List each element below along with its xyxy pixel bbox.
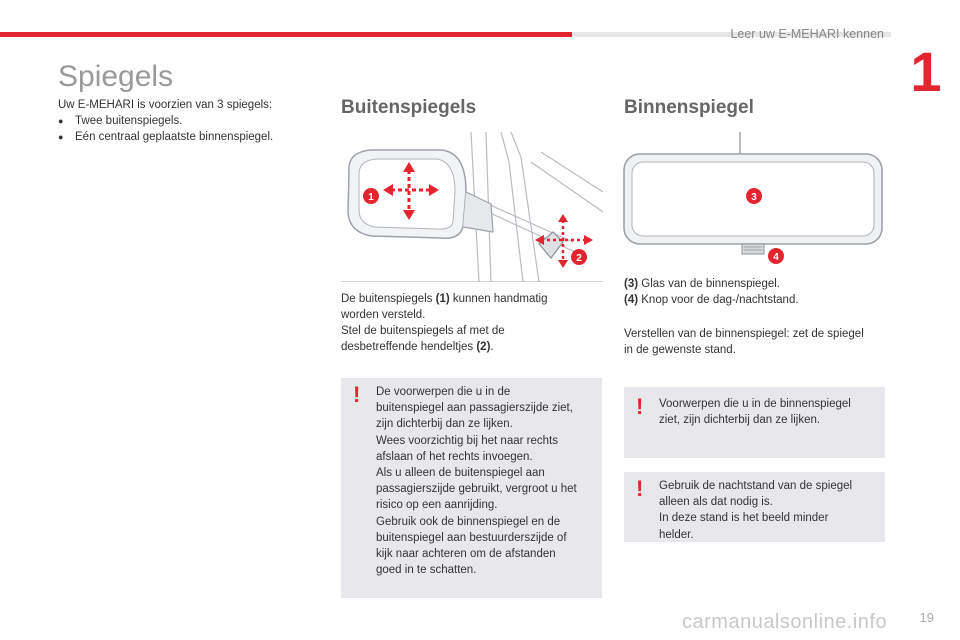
section-title-outer-mirrors: Buitenspiegels — [341, 97, 477, 118]
section-title-inner-mirror: Binnenspiegel — [624, 97, 754, 118]
page-number: 19 — [919, 610, 934, 625]
callout-1-label: 1 — [368, 192, 374, 203]
warning-text — [659, 478, 881, 543]
legend-item: (3) Glas van de binnenspiegel. — [624, 278, 780, 290]
intro-text — [58, 97, 308, 145]
warning-line: In deze stand is het beeld minder — [659, 512, 829, 525]
inner-mirror-warning-box-1 — [624, 387, 885, 458]
list-item: ● Eén centraal geplaatste binnenspiegel. — [58, 129, 308, 145]
outer-mirror-warning-box — [341, 378, 602, 598]
warning-line: helder. — [659, 528, 694, 541]
warning-line: buitenspiegel aan bestuurderszijde of — [376, 531, 567, 544]
outer-mirror-illustration — [341, 132, 603, 282]
callout-3-label: 3 — [751, 192, 757, 203]
warning-line: Wees voorzichtig bij het naar rechts — [376, 434, 558, 447]
text-line: Verstellen van de binnenspiegel: zet de spiegel — [624, 328, 864, 340]
text-line: desbetreffende hendeltjes (2). — [341, 341, 494, 353]
warning-line: De voorwerpen die u in de — [376, 386, 511, 398]
warning-icon: ! — [636, 394, 644, 419]
callout-4-label: 4 — [773, 252, 779, 263]
section-header: Leer uw E-MEHARI kennen — [730, 27, 884, 41]
legend-item: (4) Knop voor de dag-/nachtstand. — [624, 294, 799, 306]
warning-line: passagierszijde gebruikt, vergroot u het — [376, 483, 577, 496]
text-line: worden versteld. — [341, 309, 426, 321]
inner-mirror-warning-box-2 — [624, 472, 885, 542]
warning-line: goed in te schatten. — [376, 564, 477, 577]
warning-text — [376, 384, 598, 578]
list-item: ● Twee buitenspiegels. — [58, 113, 308, 129]
inner-mirror-legend — [624, 276, 884, 308]
warning-line: zijn dichterbij dan ze lijken. — [376, 418, 513, 431]
warning-text — [659, 396, 881, 428]
intro-lead: Uw E-MEHARI is voorzien van 3 spiegels: — [58, 99, 273, 111]
warning-icon: ! — [353, 382, 361, 407]
warning-line: Als u alleen de buitenspiegel aan — [376, 467, 545, 480]
warning-line: kijk naar achteren om de afstanden — [376, 548, 556, 561]
chapter-number: 1 — [910, 40, 942, 103]
outer-mirror-text — [341, 291, 591, 355]
warning-line: Gebruik ook de binnenspiegel en de — [376, 515, 561, 528]
page-title: Spiegels — [58, 60, 174, 93]
inner-mirror-adjust-text — [624, 326, 886, 358]
warning-line: afslaan of het rechts invoegen. — [376, 450, 533, 463]
text-line: Stel de buitenspiegels af met de — [341, 325, 505, 337]
warning-line: Voorwerpen die u in de binnenspiegel — [659, 398, 851, 410]
warning-icon: ! — [636, 476, 644, 501]
inner-mirror-illustration — [620, 132, 886, 268]
warning-line: risico op een aanrijding. — [376, 499, 498, 512]
intro-list — [58, 113, 308, 145]
text-line: De buitenspiegels (1) kunnen handmatig — [341, 293, 548, 305]
callout-2-label: 2 — [576, 253, 582, 264]
text-line: in de gewenste stand. — [624, 344, 736, 356]
warning-line: buitenspiegel aan passagierszijde ziet, — [376, 402, 573, 415]
warning-line: ziet, zijn dichterbij dan ze lijken. — [659, 414, 821, 427]
watermark: carmanualsonline.info — [682, 611, 888, 633]
header-accent-bar — [0, 32, 572, 37]
warning-line: Gebruik de nachtstand van de spiegel — [659, 480, 853, 492]
warning-line: alleen als dat nodig is. — [659, 496, 773, 509]
